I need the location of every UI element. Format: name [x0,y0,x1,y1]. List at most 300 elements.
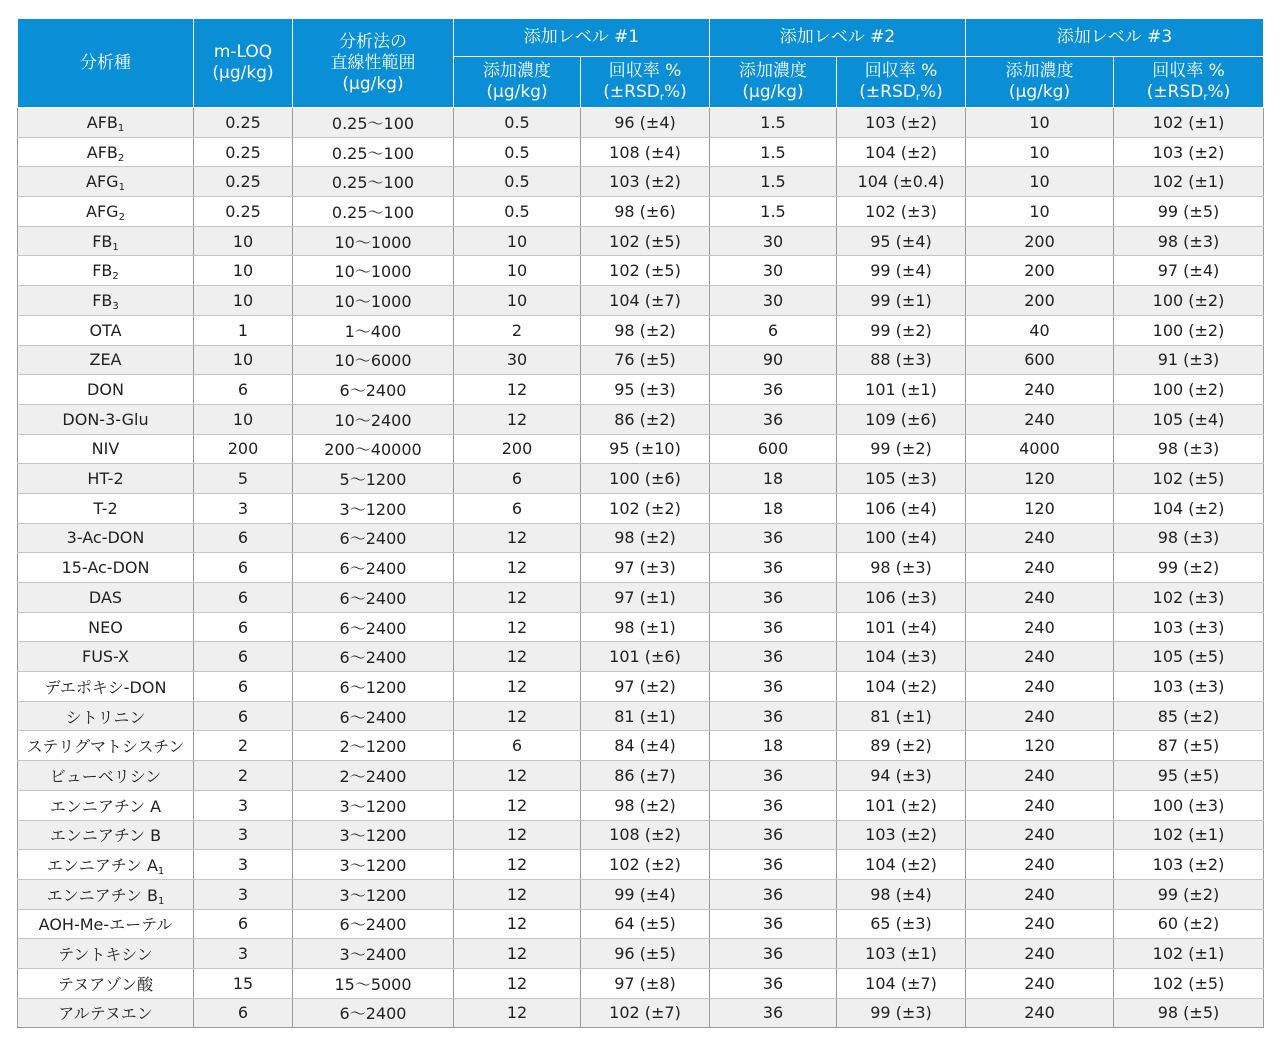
cell-recovery-level-3: 102 (±1) [1114,167,1264,197]
analyte-name: ZEA [89,350,122,370]
cell-spike-conc-level-1: 12 [454,761,581,791]
cell-recovery-level-1: 97 (±8) [581,968,710,998]
cell-analyte [18,909,194,939]
header-range-line1: 分析法の [339,31,407,52]
cell-spike-conc-level-1: 0.5 [454,108,581,138]
cell-mloq: 10 [194,226,293,256]
cell-linear-range: 6～2400 [293,909,454,939]
table-row [18,167,1264,197]
header-mloq-line2: (μg/kg) [212,63,274,83]
cell-mloq: 6 [194,642,293,672]
cell-spike-conc-level-2: 36 [710,968,837,998]
cell-linear-range: 10～2400 [293,404,454,434]
cell-analyte [18,404,194,434]
cell-spike-conc-level-1: 200 [454,434,581,464]
cell-recovery-level-2: 65 (±3) [837,909,966,939]
cell-analyte [18,612,194,642]
cell-recovery-level-1: 97 (±3) [581,553,710,583]
cell-mloq: 6 [194,553,293,583]
cell-linear-range: 3～1200 [293,790,454,820]
cell-analyte [18,998,194,1028]
analyte-name: AFB [86,112,118,132]
cell-recovery-level-1: 100 (±6) [581,464,710,494]
cell-analyte [18,790,194,820]
analyte-name: AFB [86,142,118,162]
header-conc-line1: 添加濃度 [483,61,551,81]
cell-recovery-level-3: 102 (±1) [1114,108,1264,138]
cell-recovery-level-1: 108 (±2) [581,820,710,850]
cell-mloq: 6 [194,523,293,553]
analyte-name: エンニアチン B [46,885,158,905]
cell-recovery-level-3: 98 (±3) [1114,523,1264,553]
table-row [18,968,1264,998]
cell-recovery-level-1: 103 (±2) [581,167,710,197]
cell-recovery-level-1: 95 (±10) [581,434,710,464]
cell-spike-conc-level-1: 12 [454,642,581,672]
analyte-name: AFG [86,172,119,192]
header-rec-line1: 回収率 % [864,61,938,81]
header-rec-line2 [581,82,709,103]
cell-spike-conc-level-2: 18 [710,731,837,761]
cell-recovery-level-2: 103 (±2) [837,108,966,138]
cell-spike-conc-level-3: 10 [966,167,1114,197]
cell-recovery-level-1: 104 (±7) [581,286,710,316]
cell-recovery-level-2: 99 (±2) [837,315,966,345]
cell-recovery-level-1: 102 (±5) [581,256,710,286]
cell-recovery-level-1: 84 (±4) [581,731,710,761]
cell-recovery-level-3: 97 (±4) [1114,256,1264,286]
cell-spike-conc-level-2: 1.5 [710,137,837,167]
cell-linear-range: 10～6000 [293,345,454,375]
cell-recovery-level-2: 101 (±4) [837,612,966,642]
header-rec-line2b: %) [919,82,943,102]
cell-recovery-level-1: 81 (±1) [581,701,710,731]
cell-linear-range: 10～1000 [293,286,454,316]
cell-spike-conc-level-1: 0.5 [454,167,581,197]
cell-analyte [18,731,194,761]
table-row [18,790,1264,820]
cell-mloq: 3 [194,493,293,523]
cell-spike-conc-level-2: 18 [710,464,837,494]
analyte-name: テヌアゾン酸 [57,974,154,994]
cell-recovery-level-1: 98 (±1) [581,612,710,642]
cell-recovery-level-1: 86 (±2) [581,404,710,434]
cell-recovery-level-3: 99 (±5) [1114,197,1264,227]
cell-spike-conc-level-1: 12 [454,583,581,613]
table-header [18,19,1264,108]
cell-spike-conc-level-1: 6 [454,464,581,494]
cell-recovery-level-2: 104 (±3) [837,642,966,672]
cell-spike-conc-level-1: 0.5 [454,137,581,167]
cell-spike-conc-level-3: 200 [966,256,1114,286]
cell-spike-conc-level-3: 240 [966,612,1114,642]
cell-spike-conc-level-3: 10 [966,137,1114,167]
cell-analyte [18,315,194,345]
cell-mloq: 0.25 [194,167,293,197]
cell-recovery-level-3: 103 (±2) [1114,137,1264,167]
table-row [18,998,1264,1028]
header-rec-sub: r [915,92,920,103]
cell-spike-conc-level-2: 36 [710,553,837,583]
cell-mloq: 2 [194,761,293,791]
analyte-name: エンニアチン A [46,856,158,876]
cell-linear-range: 6～2400 [293,612,454,642]
header-spike-conc-level-1 [454,57,581,108]
cell-analyte [18,642,194,672]
header-analyte: 分析種 [18,19,194,108]
table-row [18,345,1264,375]
analyte-name: FB [92,261,113,281]
cell-mloq: 10 [194,256,293,286]
cell-recovery-level-1: 102 (±5) [581,226,710,256]
cell-mloq: 0.25 [194,197,293,227]
cell-spike-conc-level-3: 4000 [966,434,1114,464]
table-row [18,286,1264,316]
cell-mloq: 6 [194,909,293,939]
cell-spike-conc-level-1: 12 [454,968,581,998]
header-conc-line2: (μg/kg) [742,82,804,102]
cell-spike-conc-level-3: 240 [966,790,1114,820]
cell-recovery-level-2: 98 (±3) [837,553,966,583]
cell-analyte [18,939,194,969]
table-row [18,375,1264,405]
header-rec-line2 [1114,82,1263,103]
cell-recovery-level-2: 103 (±1) [837,939,966,969]
cell-spike-conc-level-3: 240 [966,701,1114,731]
cell-linear-range: 200～40000 [293,434,454,464]
cell-recovery-level-3: 103 (±3) [1114,612,1264,642]
cell-spike-conc-level-2: 600 [710,434,837,464]
cell-spike-conc-level-1: 10 [454,286,581,316]
cell-recovery-level-1: 98 (±2) [581,790,710,820]
cell-linear-range: 0.25～100 [293,197,454,227]
analyte-name: OTA [89,320,122,340]
cell-recovery-level-1: 101 (±6) [581,642,710,672]
cell-spike-conc-level-2: 36 [710,761,837,791]
table-row [18,434,1264,464]
header-rec-line2a: (±RSD [603,82,660,102]
cell-mloq: 6 [194,701,293,731]
cell-spike-conc-level-1: 10 [454,226,581,256]
cell-linear-range: 2～1200 [293,731,454,761]
cell-analyte [18,197,194,227]
cell-linear-range: 6～2400 [293,375,454,405]
cell-spike-conc-level-2: 36 [710,642,837,672]
cell-spike-conc-level-2: 36 [710,909,837,939]
cell-recovery-level-3: 91 (±3) [1114,345,1264,375]
cell-recovery-level-2: 99 (±3) [837,998,966,1028]
cell-analyte [18,583,194,613]
cell-spike-conc-level-1: 12 [454,790,581,820]
cell-spike-conc-level-2: 36 [710,612,837,642]
cell-mloq: 6 [194,612,293,642]
cell-spike-conc-level-1: 12 [454,523,581,553]
cell-recovery-level-2: 104 (±2) [837,850,966,880]
analyte-name: エンニアチン A [49,796,162,816]
cell-analyte [18,464,194,494]
cell-spike-conc-level-3: 200 [966,286,1114,316]
header-mloq-line1: m-LOQ [213,42,273,62]
cell-spike-conc-level-1: 6 [454,731,581,761]
cell-mloq: 6 [194,998,293,1028]
header-recovery-level-3 [1114,57,1264,108]
analyte-name: DAS [88,587,123,607]
cell-linear-range: 6～1200 [293,672,454,702]
cell-spike-conc-level-2: 36 [710,523,837,553]
analyte-name: DON-3-Glu [62,409,149,429]
analyte-subscript: 1 [157,895,165,907]
cell-linear-range: 15～5000 [293,968,454,998]
cell-recovery-level-3: 103 (±3) [1114,672,1264,702]
cell-recovery-level-1: 98 (±6) [581,197,710,227]
table-row [18,761,1264,791]
table-row [18,701,1264,731]
cell-spike-conc-level-3: 240 [966,761,1114,791]
cell-linear-range: 3～1200 [293,493,454,523]
cell-recovery-level-1: 86 (±7) [581,761,710,791]
cell-recovery-level-3: 98 (±3) [1114,226,1264,256]
cell-recovery-level-1: 102 (±2) [581,850,710,880]
cell-spike-conc-level-2: 1.5 [710,108,837,138]
analyte-subscript: 3 [112,300,119,312]
table-row [18,108,1264,138]
header-rec-line2 [837,82,965,103]
cell-spike-conc-level-2: 36 [710,672,837,702]
cell-recovery-level-2: 99 (±4) [837,256,966,286]
cell-recovery-level-2: 104 (±7) [837,968,966,998]
header-conc-line1: 添加濃度 [1005,61,1074,81]
cell-recovery-level-2: 102 (±3) [837,197,966,227]
table-row [18,315,1264,345]
cell-recovery-level-3: 105 (±4) [1114,404,1264,434]
cell-mloq: 3 [194,939,293,969]
cell-spike-conc-level-3: 10 [966,108,1114,138]
cell-mloq: 200 [194,434,293,464]
cell-linear-range: 0.25～100 [293,167,454,197]
table-row [18,137,1264,167]
cell-spike-conc-level-2: 30 [710,286,837,316]
analyte-name: HT-2 [87,469,124,489]
cell-recovery-level-3: 102 (±1) [1114,820,1264,850]
analyte-name: ステリグマトシスチン [26,737,185,757]
cell-recovery-level-1: 97 (±2) [581,672,710,702]
header-spike-conc-level-2 [710,57,837,108]
header-rec-line2b: %) [663,82,687,102]
analyte-name: シトリニン [65,707,146,727]
cell-spike-conc-level-3: 240 [966,553,1114,583]
cell-recovery-level-2: 89 (±2) [837,731,966,761]
analyte-subscript: 2 [112,271,119,283]
cell-recovery-level-2: 104 (±2) [837,672,966,702]
cell-linear-range: 5～1200 [293,464,454,494]
cell-analyte [18,345,194,375]
cell-spike-conc-level-1: 12 [454,998,581,1028]
cell-spike-conc-level-3: 240 [966,642,1114,672]
cell-recovery-level-3: 100 (±2) [1114,315,1264,345]
header-linear-range [293,19,454,108]
analyte-name: 3-Ac-DON [66,528,145,548]
cell-mloq: 10 [194,404,293,434]
cell-linear-range: 6～2400 [293,583,454,613]
cell-recovery-level-1: 108 (±4) [581,137,710,167]
cell-analyte [18,167,194,197]
table-row [18,731,1264,761]
header-level-3: 添加レベル #3 [966,19,1264,57]
cell-mloq: 10 [194,286,293,316]
table-row [18,256,1264,286]
cell-spike-conc-level-1: 6 [454,493,581,523]
cell-recovery-level-3: 100 (±3) [1114,790,1264,820]
analyte-name: DON [87,380,124,400]
cell-analyte [18,761,194,791]
cell-recovery-level-3: 102 (±5) [1114,464,1264,494]
cell-linear-range: 6～2400 [293,701,454,731]
header-conc-line1: 添加濃度 [739,61,807,81]
header-conc-line2: (μg/kg) [1008,82,1071,102]
cell-recovery-level-3: 102 (±5) [1114,968,1264,998]
cell-spike-conc-level-1: 12 [454,820,581,850]
header-recovery-level-1 [581,57,710,108]
cell-spike-conc-level-2: 30 [710,256,837,286]
cell-mloq: 6 [194,583,293,613]
cell-recovery-level-1: 95 (±3) [581,375,710,405]
header-rec-sub: r [659,92,664,103]
table-body [18,108,1264,1028]
cell-recovery-level-2: 106 (±4) [837,493,966,523]
table-row [18,553,1264,583]
table-row [18,523,1264,553]
cell-recovery-level-2: 101 (±1) [837,375,966,405]
cell-spike-conc-level-2: 36 [710,583,837,613]
cell-recovery-level-2: 104 (±2) [837,137,966,167]
table-row [18,672,1264,702]
cell-recovery-level-2: 81 (±1) [837,701,966,731]
cell-recovery-level-3: 99 (±2) [1114,879,1264,909]
table-row [18,493,1264,523]
cell-linear-range: 2～2400 [293,761,454,791]
header-rec-line1: 回収率 % [1152,61,1225,81]
cell-spike-conc-level-2: 1.5 [710,167,837,197]
cell-mloq: 3 [194,820,293,850]
cell-recovery-level-2: 99 (±2) [837,434,966,464]
cell-analyte [18,968,194,998]
cell-recovery-level-1: 99 (±4) [581,879,710,909]
cell-spike-conc-level-3: 240 [966,583,1114,613]
cell-recovery-level-1: 76 (±5) [581,345,710,375]
analyte-name: ビューベリシン [49,766,162,786]
cell-spike-conc-level-3: 240 [966,375,1114,405]
cell-spike-conc-level-1: 10 [454,256,581,286]
cell-analyte [18,879,194,909]
cell-spike-conc-level-2: 6 [710,315,837,345]
cell-spike-conc-level-2: 36 [710,790,837,820]
cell-recovery-level-2: 103 (±2) [837,820,966,850]
analyte-name: FUS-X [81,647,129,667]
cell-recovery-level-1: 96 (±4) [581,108,710,138]
cell-linear-range: 6～2400 [293,998,454,1028]
cell-linear-range: 3～1200 [293,850,454,880]
cell-spike-conc-level-2: 30 [710,226,837,256]
cell-spike-conc-level-3: 10 [966,197,1114,227]
cell-recovery-level-2: 88 (±3) [837,345,966,375]
cell-analyte [18,226,194,256]
cell-linear-range: 3～1200 [293,820,454,850]
cell-linear-range: 6～2400 [293,523,454,553]
analyte-subscript: 2 [118,211,125,223]
cell-spike-conc-level-3: 240 [966,523,1114,553]
cell-mloq: 2 [194,731,293,761]
cell-spike-conc-level-1: 30 [454,345,581,375]
cell-mloq: 6 [194,672,293,702]
cell-linear-range: 3～2400 [293,939,454,969]
cell-mloq: 3 [194,790,293,820]
cell-spike-conc-level-3: 240 [966,672,1114,702]
cell-linear-range: 3～1200 [293,879,454,909]
cell-recovery-level-2: 99 (±1) [837,286,966,316]
cell-spike-conc-level-2: 90 [710,345,837,375]
table-row [18,404,1264,434]
cell-spike-conc-level-1: 12 [454,612,581,642]
table-row [18,850,1264,880]
table-row [18,464,1264,494]
cell-recovery-level-2: 94 (±3) [837,761,966,791]
cell-spike-conc-level-3: 240 [966,939,1114,969]
analyte-name: デエポキシ-DON [44,677,167,697]
table-row [18,583,1264,613]
cell-recovery-level-2: 100 (±4) [837,523,966,553]
analyte-subscript: 1 [117,122,125,134]
header-rec-line2a: (±RSD [859,82,916,102]
table-row [18,939,1264,969]
cell-spike-conc-level-2: 36 [710,404,837,434]
cell-spike-conc-level-1: 12 [454,909,581,939]
cell-spike-conc-level-1: 12 [454,553,581,583]
cell-analyte [18,137,194,167]
header-rec-line2a: (±RSD [1146,82,1204,102]
header-rec-sub: r [1203,92,1208,103]
analyte-subscript: 1 [118,182,125,194]
analyte-name: FB [92,231,113,251]
analyte-subscript: 2 [117,152,125,164]
cell-spike-conc-level-2: 36 [710,820,837,850]
cell-spike-conc-level-3: 40 [966,315,1114,345]
cell-mloq: 10 [194,345,293,375]
cell-recovery-level-3: 103 (±2) [1114,850,1264,880]
cell-spike-conc-level-1: 12 [454,939,581,969]
table-row [18,642,1264,672]
table-row [18,879,1264,909]
header-recovery-level-2 [837,57,966,108]
cell-spike-conc-level-1: 0.5 [454,197,581,227]
header-row-1 [18,19,1264,57]
cell-spike-conc-level-1: 12 [454,879,581,909]
cell-recovery-level-3: 87 (±5) [1114,731,1264,761]
analyte-name: AFG [86,201,119,221]
cell-analyte [18,108,194,138]
cell-spike-conc-level-1: 12 [454,404,581,434]
cell-spike-conc-level-3: 240 [966,998,1114,1028]
analyte-name: T-2 [93,498,118,518]
cell-spike-conc-level-2: 36 [710,939,837,969]
cell-spike-conc-level-3: 240 [966,879,1114,909]
table-row [18,226,1264,256]
analyte-subscript: 1 [157,866,165,878]
analyte-name: テントキシン [58,945,153,965]
cell-analyte [18,701,194,731]
analyte-name: アルテヌエン [58,1004,153,1024]
cell-recovery-level-3: 99 (±2) [1114,553,1264,583]
cell-mloq: 5 [194,464,293,494]
